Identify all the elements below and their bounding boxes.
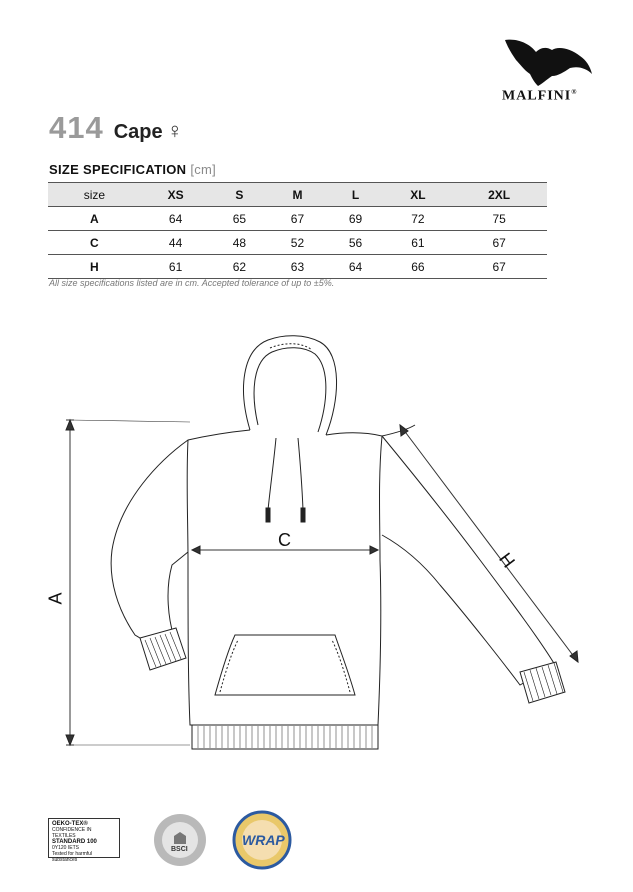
table-cell: 61 — [411, 235, 425, 250]
row-label: C — [90, 235, 99, 250]
dimension-label-h: H — [495, 548, 519, 572]
table-cell: 64 — [168, 211, 183, 226]
table-cell: 56 — [348, 235, 363, 250]
table-row — [48, 207, 547, 231]
table-cell: 48 — [232, 235, 247, 250]
size-header: XS — [167, 187, 184, 202]
size-header: 2XL — [488, 187, 511, 202]
table-cell: 66 — [411, 259, 425, 274]
table-cell: 69 — [348, 211, 363, 226]
table-header-row — [48, 183, 547, 207]
brand-logo-bird — [500, 36, 595, 88]
oeko-tex-badge: OEKO-TEX® CONFIDENCE IN TEXTILES STANDARD 100 0Y120 IETS Tested for harmful substances — [48, 818, 120, 858]
table-cell: 62 — [232, 259, 247, 274]
tolerance-note: All size specifications listed are in cm. Accepted tolerance of up to ±5%. — [49, 278, 335, 288]
product-number: 414 — [49, 110, 104, 145]
table-cell: 64 — [348, 259, 363, 274]
product-name: Cape — [113, 121, 163, 143]
size-table — [48, 182, 547, 279]
product-title — [49, 110, 183, 146]
table-cell: 75 — [492, 211, 506, 226]
row-label: A — [90, 211, 99, 226]
hoodie-diagram — [0, 320, 633, 765]
table-cell: 67 — [290, 211, 305, 226]
table-row — [48, 255, 547, 279]
bsci-badge: BSCI — [152, 812, 208, 873]
size-specification-heading: SIZE SPECIFICATION [cm] — [49, 162, 217, 177]
brand-name: MALFINI® — [502, 88, 578, 104]
female-symbol-icon: ♀ — [166, 118, 184, 143]
size-header: L — [351, 187, 360, 202]
size-header: M — [292, 187, 303, 202]
row-label: H — [90, 259, 99, 274]
wrap-badge: WRAP — [232, 810, 292, 875]
dimension-label-a: A — [45, 592, 66, 605]
table-cell: 72 — [411, 211, 425, 226]
table-row — [48, 231, 547, 255]
size-header: XL — [410, 187, 426, 202]
table-cell: 65 — [232, 211, 247, 226]
table-cell: 52 — [290, 235, 305, 250]
table-cell: 63 — [290, 259, 305, 274]
dimension-label-c: C — [278, 530, 291, 550]
size-header: S — [235, 187, 244, 202]
table-cell: 67 — [492, 259, 506, 274]
table-cell: 61 — [168, 259, 183, 274]
table-cell: 44 — [168, 235, 183, 250]
table-cell: 67 — [492, 235, 506, 250]
size-column-header: size — [83, 187, 106, 202]
